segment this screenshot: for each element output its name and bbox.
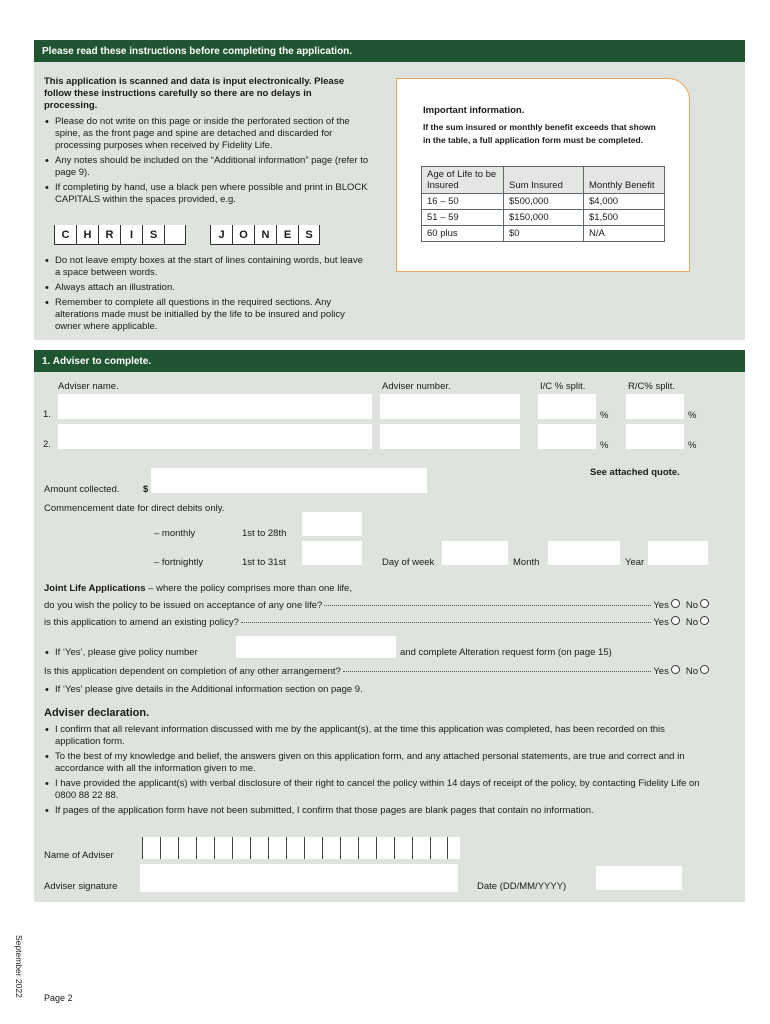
table-row bbox=[422, 210, 665, 226]
policy-number-input[interactable] bbox=[236, 636, 396, 658]
question-amend-policy bbox=[44, 616, 709, 628]
no-radio[interactable] bbox=[700, 599, 709, 608]
policy-number-bullet bbox=[44, 647, 244, 662]
adviser-name-boxes[interactable] bbox=[142, 837, 460, 859]
dot-leader bbox=[241, 622, 651, 623]
example-letter: C bbox=[54, 225, 76, 245]
percent-sign: % bbox=[688, 410, 697, 421]
example-letter: R bbox=[98, 225, 120, 245]
table-header-benefit: Monthly Benefit bbox=[584, 167, 665, 194]
yes-radio[interactable] bbox=[671, 616, 680, 625]
instructions-bullets-bottom bbox=[44, 255, 369, 336]
fortnightly-day-input[interactable] bbox=[302, 541, 362, 565]
question-dependent-arrangement bbox=[44, 665, 709, 677]
col-label-rc-split: R/C% split. bbox=[628, 381, 675, 392]
if-yes-policy-label: • If ‘Yes’, please give policy number bbox=[44, 647, 244, 659]
joint-life-description: – where the policy comprises more than one life, bbox=[145, 583, 352, 594]
additional-details-bullet bbox=[44, 684, 644, 699]
row-number: 2. bbox=[43, 439, 51, 450]
amount-collected-input[interactable] bbox=[151, 468, 427, 493]
commencement-label: Commencement date for direct debits only. bbox=[44, 503, 225, 514]
footer-date: September 2022 bbox=[14, 935, 24, 998]
adviser-number-input-1[interactable] bbox=[380, 394, 520, 419]
example-letter: J bbox=[210, 225, 232, 245]
no-label: No bbox=[685, 600, 698, 611]
table-cell: $150,000 bbox=[504, 210, 584, 226]
rc-split-input-1[interactable] bbox=[626, 394, 684, 419]
table-cell: $1,500 bbox=[584, 210, 665, 226]
yes-label: Yes bbox=[653, 617, 669, 628]
declaration-list bbox=[44, 724, 704, 820]
table-cell: N/A bbox=[584, 226, 665, 242]
adviser-number-input-2[interactable] bbox=[380, 424, 520, 449]
example-letter: O bbox=[232, 225, 254, 245]
date-label: Date (DD/MM/YYYY) bbox=[477, 881, 567, 892]
adviser-signature-input[interactable] bbox=[140, 864, 458, 892]
adviser-name-label: Name of Adviser bbox=[44, 850, 114, 861]
adviser-name-input-1[interactable] bbox=[58, 394, 372, 419]
joint-life-heading bbox=[44, 583, 352, 594]
table-header-sum: Sum Insured bbox=[504, 167, 584, 194]
example-letter: S bbox=[142, 225, 164, 245]
adviser-name-input-2[interactable] bbox=[58, 424, 372, 449]
example-letter: N bbox=[254, 225, 276, 245]
question-any-one-life bbox=[44, 599, 709, 611]
alteration-request-text: and complete Alteration request form (on page 15) bbox=[400, 647, 612, 658]
example-letter: S bbox=[298, 225, 320, 245]
instruction-item: • Any notes should be included on the “Additional information” page (refer to page 9). bbox=[44, 155, 369, 179]
instructions-header-text: Please read these instructions before completing the application. bbox=[42, 45, 353, 57]
ic-split-input-1[interactable] bbox=[538, 394, 596, 419]
year-label: Year bbox=[625, 557, 645, 568]
fortnightly-label: – fortnightly bbox=[154, 557, 204, 568]
no-label: No bbox=[685, 617, 698, 628]
question-text: is this application to amend an existing policy? bbox=[44, 617, 239, 628]
yes-label: Yes bbox=[653, 666, 669, 677]
table-cell: 60 plus bbox=[422, 226, 504, 242]
instruction-item: • Do not leave empty boxes at the start of lines containing words, but leave a space between words. bbox=[44, 255, 369, 279]
percent-sign: % bbox=[688, 440, 697, 451]
date-input[interactable] bbox=[596, 866, 682, 890]
instruction-item: • Remember to complete all questions in the required sections. Any alterations made must be initialled by the life to be insured and policy owner where applicable. bbox=[44, 297, 369, 333]
month-input[interactable] bbox=[548, 541, 620, 565]
example-letter: E bbox=[276, 225, 298, 245]
day-of-week-input[interactable] bbox=[442, 541, 508, 565]
block-capitals-example-last bbox=[210, 225, 320, 245]
month-label: Month bbox=[513, 557, 540, 568]
declaration-item: • If pages of the application form have not been submitted, I confirm that those pages are blank pages that contain no information. bbox=[44, 805, 704, 817]
monthly-label: – monthly bbox=[154, 528, 196, 539]
important-title: Important information. bbox=[423, 105, 525, 116]
table-header-age: Age of Life to be Insured bbox=[422, 167, 504, 194]
declaration-title: Adviser declaration. bbox=[44, 707, 150, 719]
table-cell: $0 bbox=[504, 226, 584, 242]
dot-leader bbox=[343, 671, 652, 672]
question-text: Is this application dependent on completion of any other arrangement? bbox=[44, 666, 341, 677]
col-label-ic-split: I/C % split. bbox=[540, 381, 586, 392]
table-cell: $500,000 bbox=[504, 194, 584, 210]
monthly-range: 1st to 28th bbox=[242, 528, 287, 539]
no-radio[interactable] bbox=[700, 616, 709, 625]
table-cell: 16 – 50 bbox=[422, 194, 504, 210]
year-input[interactable] bbox=[648, 541, 708, 565]
block-capitals-example-first bbox=[54, 225, 186, 245]
important-information-box bbox=[396, 78, 690, 272]
declaration-item: • I have provided the applicant(s) with verbal disclosure of their right to cancel the policy within 14 days of receipt of the policy, by contacting Fidelity Life on 0800 88 22 88. bbox=[44, 778, 704, 802]
ic-split-input-2[interactable] bbox=[538, 424, 596, 449]
example-letter bbox=[164, 225, 186, 245]
question-text: do you wish the policy to be issued on acceptance of any one life? bbox=[44, 600, 323, 611]
instruction-item: • Always attach an illustration. bbox=[44, 282, 369, 294]
declaration-item: • To the best of my knowledge and belief, the answers given on this application form, and any attached personal statements, are true and correct and in accordance with all the information given to me. bbox=[44, 751, 704, 775]
if-yes-details-text: • If ‘Yes’ please give details in the Additional information section on page 9. bbox=[44, 684, 644, 696]
col-label-adviser-number: Adviser number. bbox=[382, 381, 451, 392]
table-cell: 51 – 59 bbox=[422, 210, 504, 226]
dot-leader bbox=[324, 605, 651, 606]
day-of-week-label: Day of week bbox=[382, 557, 435, 568]
row-number: 1. bbox=[43, 409, 51, 420]
adviser-section-title: 1. Adviser to complete. bbox=[42, 355, 152, 367]
table-row bbox=[422, 226, 665, 242]
rc-split-input-2[interactable] bbox=[626, 424, 684, 449]
example-letter: H bbox=[76, 225, 98, 245]
adviser-signature-label: Adviser signature bbox=[44, 881, 118, 892]
no-label: No bbox=[685, 666, 698, 677]
yes-label: Yes bbox=[653, 600, 669, 611]
table-header-row bbox=[422, 167, 665, 194]
amount-collected-label: Amount collected. bbox=[44, 484, 120, 495]
no-radio[interactable] bbox=[700, 665, 709, 674]
important-text: If the sum insured or monthly benefit exceeds that shown in the table, a full application form must be completed. bbox=[423, 122, 656, 145]
monthly-day-input[interactable] bbox=[302, 512, 362, 536]
joint-life-title: Joint Life Applications bbox=[44, 583, 146, 594]
percent-sign: % bbox=[600, 440, 609, 451]
dollar-sign: $ bbox=[143, 484, 149, 495]
instructions-bullets-top bbox=[44, 116, 369, 209]
yes-radio[interactable] bbox=[671, 599, 680, 608]
declaration-item: • I confirm that all relevant information discussed with me by the applicant(s), at the time this application was completed, has been recorded on this application form. bbox=[44, 724, 704, 748]
adviser-section-header bbox=[34, 350, 745, 372]
instruction-item: • Please do not write on this page or inside the perforated section of the spine, as the front page and spine are detached and discarded for processing purposes when received by Fidelity Life. bbox=[44, 116, 369, 152]
percent-sign: % bbox=[600, 410, 609, 421]
example-letter: I bbox=[120, 225, 142, 245]
limits-table bbox=[421, 166, 665, 242]
instruction-item: • If completing by hand, use a black pen where possible and print in BLOCK CAPITALS within the spaces provided, e.g. bbox=[44, 182, 369, 206]
page-number: Page 2 bbox=[44, 993, 73, 1003]
instructions-intro: This application is scanned and data is input electronically. Please follow these instructions carefully so there are no delays in processing. bbox=[44, 76, 345, 111]
col-label-adviser-name: Adviser name. bbox=[58, 381, 119, 392]
see-attached-quote: See attached quote. bbox=[590, 467, 680, 478]
table-cell: $4,000 bbox=[584, 194, 665, 210]
fortnightly-range: 1st to 31st bbox=[242, 557, 286, 568]
yes-radio[interactable] bbox=[671, 665, 680, 674]
instructions-header bbox=[34, 40, 745, 62]
table-row bbox=[422, 194, 665, 210]
